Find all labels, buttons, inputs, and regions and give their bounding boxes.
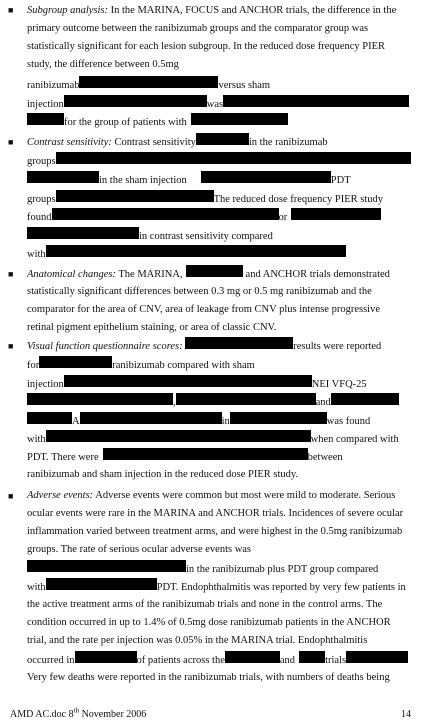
redaction-bar bbox=[39, 356, 112, 368]
redaction-bar bbox=[191, 113, 288, 125]
redaction-bar bbox=[46, 245, 346, 257]
text-line bbox=[27, 487, 413, 505]
redaction-bar bbox=[230, 412, 327, 424]
text-run: trial, and the rate per injection was 0.05% in the MARINA trial. Endophthalmitis bbox=[27, 635, 368, 646]
footer-text: AMD AC.doc 8 bbox=[10, 709, 74, 720]
text-line bbox=[27, 669, 413, 687]
adverse-lead: Adverse events: bbox=[27, 490, 94, 501]
text-line bbox=[27, 375, 413, 393]
text-run: the active treatment arms of the ranibizumab trials and none in the control arms. The bbox=[27, 599, 383, 610]
redaction-bar bbox=[52, 208, 279, 220]
text-run: for bbox=[27, 360, 40, 371]
text-run: and bbox=[315, 397, 331, 408]
text-line bbox=[27, 523, 413, 541]
redaction-bar bbox=[196, 133, 249, 145]
redaction-bar bbox=[75, 651, 137, 663]
text-run: Contrast sensitivity bbox=[114, 137, 196, 148]
text-run: in contrast sensitivity compared bbox=[139, 231, 273, 242]
redaction-bar bbox=[27, 393, 173, 405]
footer-superscript: th bbox=[73, 706, 80, 715]
text-run: in the sham injection bbox=[99, 175, 187, 186]
redaction-bar bbox=[225, 651, 280, 663]
text-run: PDT. Endophthalmitis was reported by very few patients in bbox=[156, 582, 406, 593]
text-run: primary outcome between the ranibizumab groups and the comparator group was bbox=[27, 23, 369, 34]
text-run: in the ranibizumab bbox=[248, 137, 328, 148]
text-line bbox=[27, 430, 413, 448]
text-line bbox=[27, 133, 413, 151]
redaction-bar bbox=[291, 208, 381, 220]
text-run: statistically significant for each lesion subgroup. In the reduced dose frequency PIER bbox=[27, 41, 386, 52]
redaction-bar bbox=[27, 227, 139, 239]
contrast-lead: Contrast sensitivity: bbox=[27, 137, 112, 148]
redaction-bar bbox=[176, 393, 316, 405]
text-run: injection bbox=[27, 99, 64, 110]
text-run: In the MARINA, FOCUS and ANCHOR trials, the difference in the bbox=[110, 5, 397, 16]
text-line bbox=[27, 505, 413, 523]
redaction-bar bbox=[201, 171, 331, 183]
text-run: Adverse events were common but most were mild to moderate. Serious bbox=[95, 490, 396, 501]
text-line bbox=[27, 301, 413, 319]
text-line bbox=[27, 171, 413, 189]
text-line bbox=[27, 337, 413, 355]
text-run: NEI VFQ-25 bbox=[311, 379, 367, 390]
text-run: , bbox=[173, 397, 176, 408]
text-line bbox=[27, 412, 413, 430]
bullet-marker: ■ bbox=[8, 137, 14, 147]
text-run: groups bbox=[27, 156, 56, 167]
page-footer bbox=[10, 708, 413, 722]
text-line bbox=[27, 76, 413, 94]
text-run: results were reported bbox=[293, 341, 382, 352]
redaction-bar bbox=[185, 337, 293, 349]
text-line bbox=[27, 208, 413, 226]
redaction-bar bbox=[103, 448, 308, 460]
bullet-marker: ■ bbox=[8, 491, 14, 501]
text-run: groups bbox=[27, 194, 56, 205]
subgroup-lead: Subgroup analysis: bbox=[27, 5, 108, 16]
text-line bbox=[27, 578, 413, 596]
text-line bbox=[27, 95, 413, 113]
text-run: when compared with bbox=[310, 434, 399, 445]
text-run: condition occurred in up to 1.4% of 0.5mg dose ranibizumab patients in the ANCHOR bbox=[27, 617, 391, 628]
bullet-marker: ■ bbox=[8, 5, 14, 15]
redaction-bar bbox=[27, 171, 99, 183]
text-run: and ANCHOR trials demonstrated bbox=[245, 269, 390, 280]
text-run: versus sham bbox=[218, 80, 271, 91]
text-run: with bbox=[27, 582, 46, 593]
text-run: statistically significant differences between 0.3 mg or 0.5 mg ranibizumab and the bbox=[27, 286, 372, 297]
text-run: ocular events were rare in the MARINA and ANCHOR trials. Incidences of severe ocular bbox=[27, 508, 404, 519]
bullet-marker: ■ bbox=[8, 269, 14, 279]
text-line bbox=[27, 651, 413, 669]
bullet-marker: ■ bbox=[8, 341, 14, 351]
text-run: The MARINA, bbox=[118, 269, 183, 280]
text-line bbox=[27, 227, 413, 245]
anatomical-lead: Anatomical changes: bbox=[27, 269, 116, 280]
text-run: ranibizumab bbox=[27, 80, 80, 91]
text-line bbox=[27, 20, 413, 38]
redaction-bar bbox=[80, 412, 222, 424]
text-line bbox=[27, 283, 413, 301]
text-run: between bbox=[307, 452, 343, 463]
redaction-bar bbox=[56, 190, 214, 202]
redaction-bar bbox=[64, 95, 207, 107]
text-run: of patients across the bbox=[136, 655, 225, 666]
text-run: A bbox=[72, 416, 80, 427]
redaction-bar bbox=[331, 393, 399, 405]
redaction-bar bbox=[223, 95, 409, 107]
redaction-bar bbox=[27, 113, 64, 125]
text-run: injection bbox=[27, 379, 64, 390]
text-run: and bbox=[279, 655, 296, 666]
text-run: with bbox=[27, 249, 46, 260]
text-line bbox=[27, 319, 413, 337]
redaction-bar bbox=[346, 651, 408, 663]
text-run: Very few deaths were reported in the ranibizumab trials, with numbers of deaths being bbox=[27, 672, 390, 683]
text-run: groups. The rate of serious ocular adverse events was bbox=[27, 544, 252, 555]
redaction-bar bbox=[64, 375, 312, 387]
text-run: ranibizumab and sham injection in the reduced dose PIER study. bbox=[27, 469, 299, 480]
redaction-bar bbox=[79, 76, 218, 88]
text-line bbox=[27, 113, 413, 131]
text-run: found bbox=[27, 212, 52, 223]
redaction-bar bbox=[299, 651, 325, 663]
text-run: trials bbox=[325, 655, 347, 666]
text-run: The reduced dose frequency PIER study bbox=[213, 194, 383, 205]
text-line bbox=[27, 393, 413, 411]
redaction-bar bbox=[46, 430, 311, 442]
text-line bbox=[27, 245, 413, 263]
text-run: PDT. There were bbox=[27, 452, 99, 463]
redaction-bar bbox=[56, 152, 411, 164]
text-line bbox=[27, 632, 413, 650]
text-line bbox=[27, 2, 413, 20]
footer-document-info bbox=[10, 706, 147, 720]
text-run: PDT bbox=[330, 175, 351, 186]
visual-lead: Visual function questionnaire scores: bbox=[27, 341, 183, 352]
text-line bbox=[27, 356, 413, 374]
text-line bbox=[27, 541, 413, 559]
text-line bbox=[27, 466, 413, 484]
redaction-bar bbox=[186, 265, 243, 277]
text-run: in the ranibizumab plus PDT group compared bbox=[186, 564, 379, 575]
text-line bbox=[27, 38, 413, 56]
text-line bbox=[27, 190, 413, 208]
redaction-bar bbox=[27, 412, 72, 424]
footer-text: November 2006 bbox=[79, 709, 147, 720]
page-number: 14 bbox=[401, 709, 411, 720]
text-line bbox=[27, 614, 413, 632]
text-run: in bbox=[221, 416, 230, 427]
redaction-bar bbox=[27, 560, 186, 572]
text-run: with bbox=[27, 434, 46, 445]
text-line bbox=[27, 448, 413, 466]
text-run: or bbox=[278, 212, 288, 223]
text-run: occurred in bbox=[27, 655, 75, 666]
text-line bbox=[27, 596, 413, 614]
text-line bbox=[27, 560, 413, 578]
text-run: for the group of patients with bbox=[64, 117, 187, 128]
text-run: inflammation varied between treatment arms, and were highest in the 0.5mg ranibizumab bbox=[27, 526, 403, 537]
text-line bbox=[27, 265, 413, 283]
text-run: retinal pigment epithelium staining, or area of classic CNV. bbox=[27, 322, 277, 333]
text-line bbox=[27, 56, 413, 74]
text-run: comparator for the area of CNV, area of leakage from CNV plus intense progressive bbox=[27, 304, 380, 315]
text-line bbox=[27, 152, 413, 170]
text-run: study, the difference between 0.5mg bbox=[27, 59, 179, 70]
text-run: was found bbox=[326, 416, 371, 427]
redaction-bar bbox=[46, 578, 157, 590]
text-run: ranibizumab compared with sham bbox=[112, 360, 255, 371]
text-run: was bbox=[206, 99, 224, 110]
